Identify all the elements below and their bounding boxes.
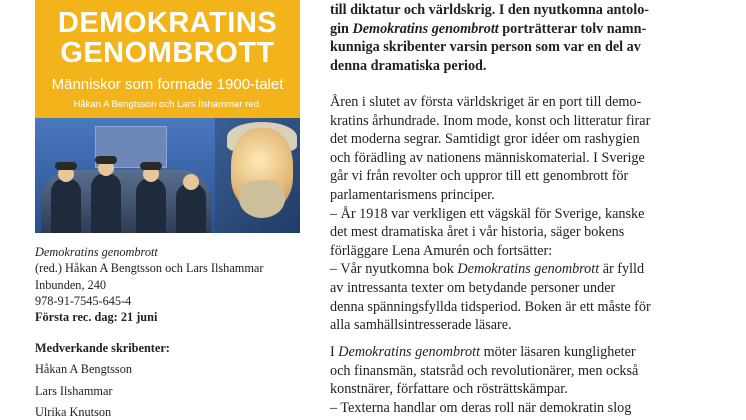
cover-photo xyxy=(35,118,300,233)
text-line: I Demokratins genombrott möter läsaren kungligheter xyxy=(330,344,636,360)
book-title: Demokratins genombrott xyxy=(35,245,158,259)
text-line: gin Demokratins genombrott porträtterar tolv namn- xyxy=(330,20,647,37)
cover-title-line2: GENOMBROTT xyxy=(60,37,275,69)
text-line: Åren i slutet av första världskriget är en port till demo- xyxy=(330,94,642,110)
text-line: alla samhällsintresserade läsare. xyxy=(330,317,512,334)
book-title-italic: Demokratins genombrott xyxy=(457,261,600,278)
cover-editors: Håkan A Bengtsson och Lars Ilshammar red. xyxy=(73,99,262,110)
contributor-name: Lars Ilshammar xyxy=(35,384,113,398)
cover-photo-head xyxy=(183,174,199,190)
text-line: – År 1918 var verkligen ett vägskäl för Sverige, kanske xyxy=(330,205,645,222)
book-title-italic: Demokratins genombrott xyxy=(338,344,481,360)
cover-subtitle: Människor som formade 1900-talet xyxy=(51,76,284,93)
article-paragraph-2 xyxy=(330,343,690,417)
contributor-name: Ulrika Knutson xyxy=(35,405,112,419)
cover-photo-hat xyxy=(140,162,162,170)
book-info xyxy=(35,244,315,325)
text-line: parlamentarismens principer. xyxy=(330,186,495,203)
text-line: går vi från revolter och uppror till ett genombrott för xyxy=(330,168,629,185)
contributors-heading: Medverkande skribenter: xyxy=(35,341,170,355)
article-paragraph-1 xyxy=(330,93,690,335)
text-line: förläggare Lena Amurén och fortsätter: xyxy=(330,242,553,259)
text-line: denna spänningsfyllda tidsperiod. Boken är ett måste för xyxy=(330,298,651,315)
text-line: till diktatur och världskrig. I den nyutkomna antolo- xyxy=(330,2,650,18)
book-title-italic: Demokratins genombrott xyxy=(352,20,499,37)
article-lead xyxy=(330,1,690,75)
book-editors: (red.) Håkan A Bengtsson och Lars Ilshammar xyxy=(35,261,264,276)
cover-photo-crowd-scene xyxy=(35,118,215,233)
cover-photo-person xyxy=(136,178,166,233)
cover-title-line1: DEMOKRATINS xyxy=(57,7,278,39)
book-isbn: 978-91-7545-645-4 xyxy=(35,293,132,308)
cover-photo-hat xyxy=(55,162,77,170)
text-line: konstnärer, författare och rösträttskämpar. xyxy=(330,381,568,398)
cover-photo-person xyxy=(176,183,206,233)
cover-photo-person xyxy=(51,178,81,233)
text-line: – Vår nyutkomna bok Demokratins genombrott är fylld xyxy=(330,261,645,278)
text-line: det moderna segrar. Samtidigt gror idéer om rashygien xyxy=(330,131,640,148)
book-cover xyxy=(35,0,300,233)
text-line: – Texterna handlar om deras roll när demokratin slog xyxy=(330,399,632,416)
text-line: denna dramatiska period. xyxy=(330,57,487,74)
cover-photo-hat xyxy=(95,156,117,164)
text-line: det mest dramatiska året i vår historia, säger bokens xyxy=(330,224,625,241)
first-review-date: Första rec. dag: 21 juni xyxy=(35,310,158,325)
text-line: och förädling av nationens människomaterial. I Sverige xyxy=(330,149,645,166)
text-line: och finansmän, statsråd och revolutionärer, men också xyxy=(330,362,639,379)
cover-photo-person xyxy=(91,173,121,233)
text-line: kratins århundrade. Inom mode, konst och litteratur firar xyxy=(330,112,651,129)
cover-portrait-beard xyxy=(239,180,285,218)
book-format: Inbunden, 240 xyxy=(35,277,107,292)
contributor-name: Håkan A Bengtsson xyxy=(35,362,133,376)
text-line: kunniga skribenter varsin person som var en del av xyxy=(330,39,641,56)
text-line: av intressanta texter om betydande personer under xyxy=(330,279,616,296)
